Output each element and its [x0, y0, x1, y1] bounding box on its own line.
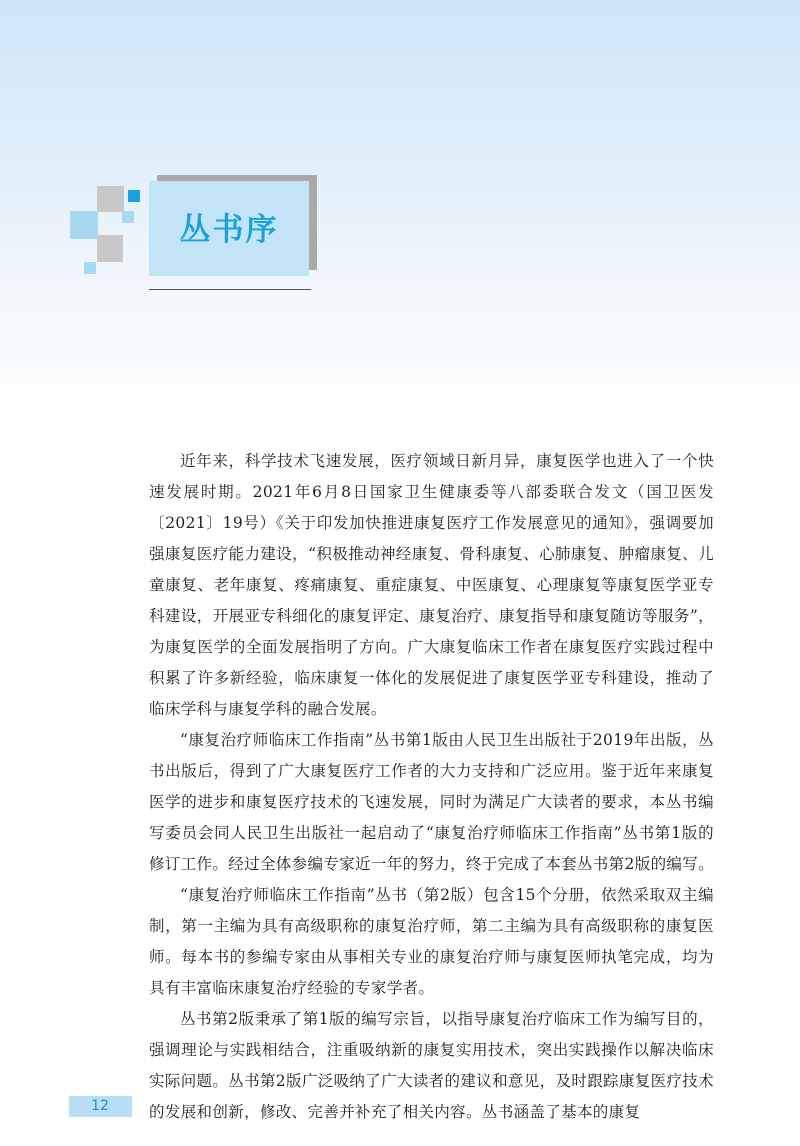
paragraph-3: “康复治疗师临床工作指南”丛书（第2版）包含15个分册，依然采取双主编制，第一主编为具有高级职称的康复治疗师，第二主编为具有高级职称的康复医师。每本书的参编专家由从事相关专业的康复治疗师与康复医师执笔完成，均为具有丰富临床康复治疗经验的专家学者。 [149, 886, 714, 997]
decor-square-gray-mid [97, 235, 123, 262]
title-box [149, 181, 309, 276]
paragraph-1: 近年来，科学技术飞速发展，医疗领域日新月异，康复医学也进入了一个快速发展时期。2021年6月8日国家卫生健康委等八部委联合发文（国卫医发〔2021〕19号）《关于印发加快推进康复医疗工作发展意见的通知》，强调要加强康复医疗能力建设，“积极推动神经康复、骨科康复、心肺康复、肿瘤康复、儿童康复、老年康复、疼痛康复、重症康复、中医康复、心理康复等康复医学亚专科建设，开展亚专科细化的康复评定、康复治疗、康复指导和康复随访等服务”，为康复医学的全面发展指明了方向。广大康复临床工作者在康复医疗实践过程中积累了许多新经验，临床康复一体化的发展促进了康复医学亚专科建设，推动了临床学科与康复学科的融合发展。 [149, 452, 714, 718]
decor-square-gray-large [97, 186, 124, 212]
paragraph-4: 丛书第2版秉承了第1版的编写宗旨，以指导康复治疗临床工作为编写目的，强调理论与实践相结合，注重吸纳新的康复实用技术，突出实践操作以解决临床实际问题。丛书第2版广泛吸纳了广大读者的建议和意见，及时跟踪康复医疗技术的发展和创新，修改、完善并补充了相关内容。丛书涵盖了基本的康复 [149, 1010, 714, 1121]
decor-square-blue-mid [70, 211, 98, 239]
title-underline [149, 289, 311, 290]
paragraph-2: “康复治疗师临床工作指南”丛书第1版由人民卫生出版社于2019年出版，丛书出版后，得到了广大康复医疗工作者的大力支持和广泛应用。鉴于近年来康复医学的进步和康复医疗技术的飞速发展，同时为满足广大读者的要求，本丛书编写委员会同人民卫生出版社一起启动了“康复治疗师临床工作指南”丛书第1版的修订工作。经过全体参编专家近一年的努力，终于完成了本套丛书第2版的编写。 [149, 731, 714, 873]
body-text [149, 446, 714, 1128]
decor-square-lightblue [122, 211, 134, 223]
page-number: 12 [91, 1098, 109, 1114]
page-title: 丛书序 [179, 212, 279, 248]
decor-square-lightblue-small [84, 262, 96, 274]
decor-square-blue-small [128, 190, 140, 202]
